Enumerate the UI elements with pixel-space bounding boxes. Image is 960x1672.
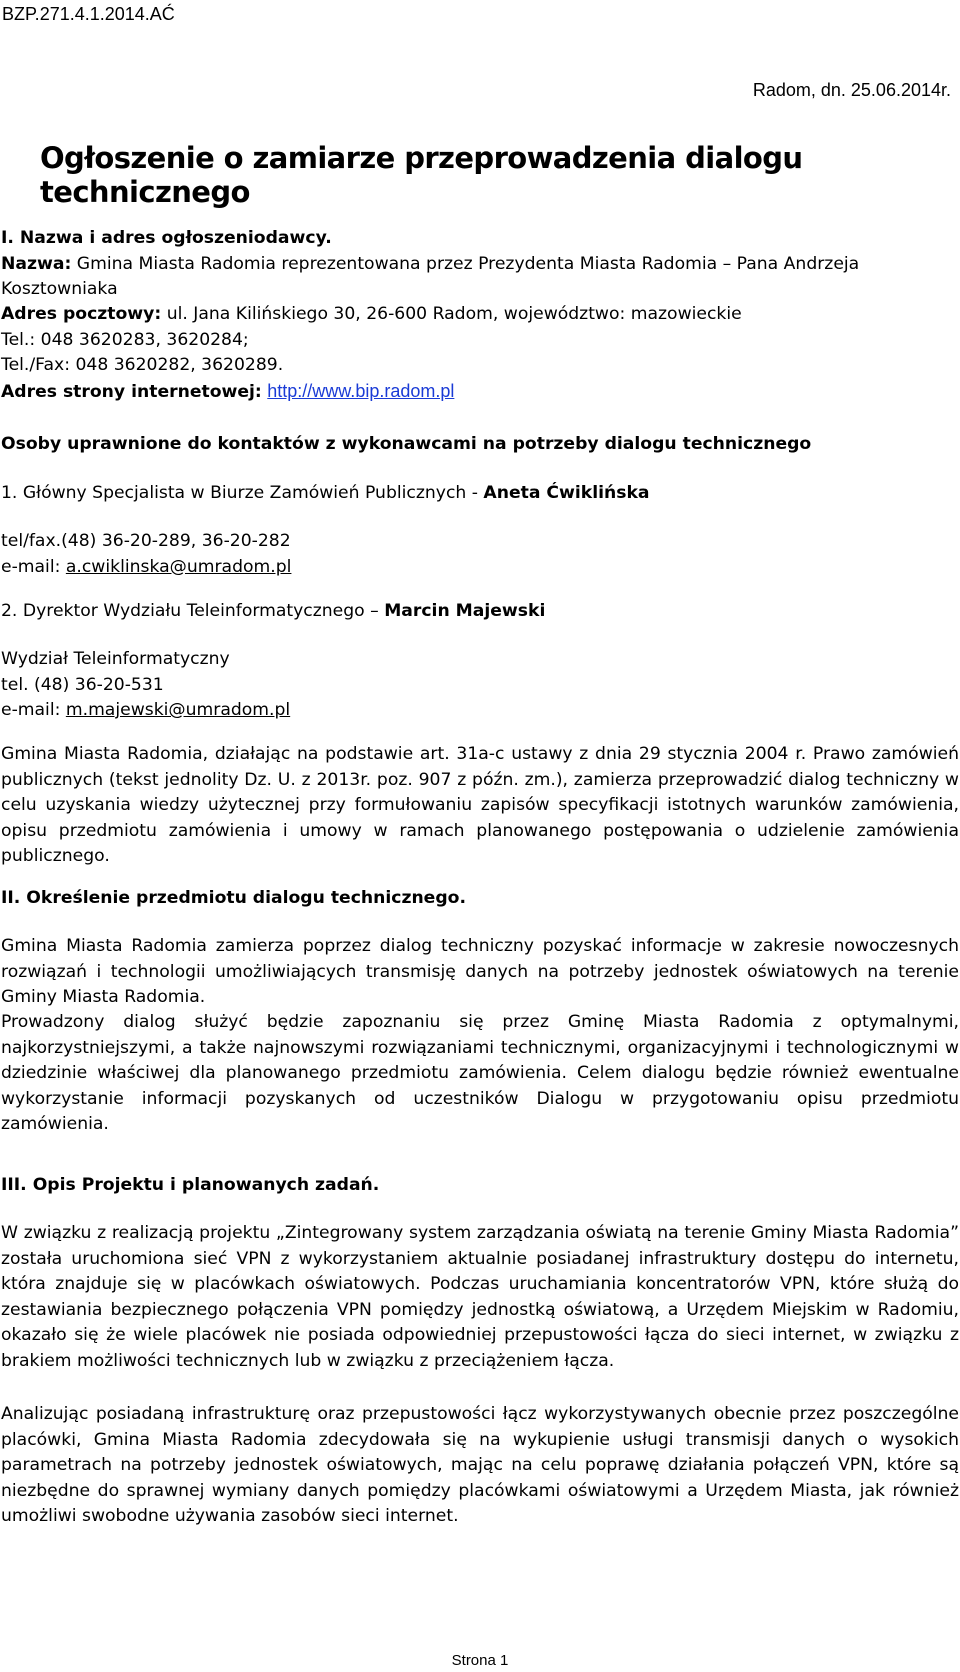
contact1-line <box>1 481 959 507</box>
contact1-email-line <box>1 555 959 581</box>
contact2-email-link[interactable]: m.majewski@umradom.pl <box>65 700 291 720</box>
section1 <box>1 226 959 303</box>
section3-heading: III. Opis Projektu i planowanych zadań. <box>1 1175 380 1195</box>
contact2-dept: Wydział Teleinformatyczny <box>1 649 230 669</box>
contact1-role: 1. Główny Specjalista w Biurze Zamówień Publicznych - <box>1 483 484 503</box>
name-value: Gmina Miasta Radomia reprezentowana przez Prezydenta Miasta Radomia – Pana Andrzeja Kosztowniaka <box>1 253 860 299</box>
phone-line: Tel.: 048 3620283, 3620284; <box>1 329 249 350</box>
contact2-role: 2. Dyrektor Wydziału Teleinformatycznego – <box>1 601 385 621</box>
contact1-tel: tel/fax.(48) 36-20-289, 36-20-282 <box>1 531 291 551</box>
contacts-heading: Osoby uprawnione do kontaktów z wykonawcami na potrzeby dialogu technicznego <box>1 434 812 454</box>
contact2-tel: tel. (48) 36-20-531 <box>1 674 164 695</box>
section2-paragraph1: Gmina Miasta Radomia zamierza poprzez dialog techniczny pozyskać informacje w zakresie nowoczesnych rozwiązań i technologii umożliwiających transmisję danych na potrzeby jednostek oświatowych na terenie Gminy Miasta Radomia. <box>1 936 959 1007</box>
contact2-email-line <box>1 698 959 724</box>
contact2-details <box>1 647 959 724</box>
contact2-line <box>1 599 959 625</box>
address-line <box>1 302 959 328</box>
section3-paragraph1: W związku z realizacją projektu „Zintegrowany system zarządzania oświatą na terenie Gminy Miasta Radomia” została uruchomiona sieć VPN z wykorzystaniem aktualnie posiadanej infrastruktury dostępu do internetu, która znajduje się w placówkach oświatowych. Podczas uruchamiania koncentratorów VPN, które służą do zestawiania bezpiecznego połączenia VPN pomiędzy jednostką oświatową, a Urzędem Miejskim w Radomiu, okazało się że wiele placówek nie posiada odpowiedniej przepustowości łącza do sieci internet, w związku z brakiem możliwości technicznych lub w związku z przeciążeniem łącza. <box>1 1223 959 1371</box>
section2-heading: II. Określenie przedmiotu dialogu technicznego. <box>1 888 466 908</box>
address-block <box>1 302 959 405</box>
name-line <box>1 252 959 303</box>
contact2-name: Marcin Majewski <box>384 601 546 621</box>
website-link[interactable]: http://www.bip.radom.pl <box>267 380 455 401</box>
contact1-details <box>1 529 959 580</box>
contact1-email-label: e-mail: <box>1 556 66 577</box>
address-label: Adres pocztowy: <box>1 304 162 324</box>
contact1-email-link[interactable]: a.cwiklinska@umradom.pl <box>65 556 292 577</box>
section2-paragraph2: Prowadzony dialog służyć będzie zapoznaniu się przez Gminę Miasta Radomia z optymalnymi, najkorzystniejszymi, a także najnowszymi rozwiązaniami technicznymi, organizacyjnymi i technologicznymi w dziedzinie właściwej dla planowanego przedmiotu zamówienia. Celem dialogu będzie również ewentualne wykorzystanie informacji pozyskanych od uczestników Dialogu w przygotowaniu opisu przedmiotu zamówienia. <box>1 1012 959 1134</box>
contact1-name: Aneta Ćwiklińska <box>483 483 650 503</box>
page-number: Strona 1 <box>451 1652 509 1669</box>
document-title: Ogłoszenie o zamiarze przeprowadzenia dialogu technicznego <box>40 141 803 209</box>
fax-line: Tel./Fax: 048 3620282, 3620289. <box>1 355 284 375</box>
section1-heading: I. Nazwa i adres ogłoszeniodawcy. <box>1 228 332 248</box>
document-date: Radom, dn. 25.06.2014r. <box>752 80 951 100</box>
contact2 <box>1 599 959 625</box>
website-label: Adres strony internetowej: <box>1 381 262 402</box>
website-line <box>1 379 959 406</box>
section3-paragraph2: Analizując posiadaną infrastrukturę oraz przepustowości łącz wykorzystywanych obecnie przez poszczególne placówki, Gmina Miasta Radomia zdecydowała się na wykupienie usługi transmisji danych o wysokich parametrach na potrzeby jednostek oświatowych, mając na celu poprawę działania połączeń VPN, które są niezbędne do sprawnej wymiany danych pomiędzy placówkami oświatowymi a Urzędem Miasta, jak również umożliwi swobodne używania zasobów sieci internet. <box>1 1404 959 1526</box>
intro-paragraph: Gmina Miasta Radomia, działając na podstawie art. 31a-c ustawy z dnia 29 stycznia 2004 r. Prawo zamówień publicznych (tekst jednolity Dz. U. z 2013r. poz. 907 z późn. zm.), zamierza przeprowadzić dialog techniczny w celu uzyskania wiedzy użytecznej przy formułowaniu zapisów specyfikacji istotnych warunków zamówienia, opisu przedmiotu zamówienia i umowy w ramach planowanego postępowania o udzielenie zamówienia publicznego. <box>1 744 959 866</box>
address-value: ul. Jana Kilińskiego 30, 26-600 Radom, województwo: mazowieckie <box>161 304 742 324</box>
reference-number: BZP.271.4.1.2014.AĆ <box>2 4 175 24</box>
contact2-email-label: e-mail: <box>1 700 66 720</box>
contact1 <box>1 481 959 507</box>
name-label: Nazwa: <box>1 253 72 274</box>
